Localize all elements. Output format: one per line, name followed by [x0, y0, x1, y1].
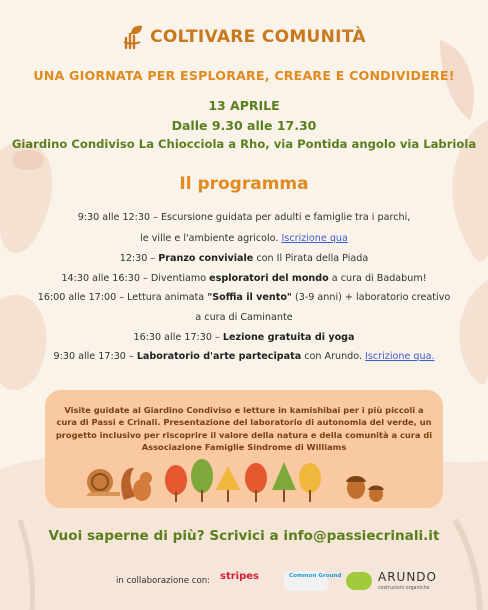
arundo-tagline: costruzioni organiche: [378, 586, 430, 591]
programme-line: 16:00 alle 17:00 – Lettura animata "Soffia il vento" (3-9 anni) + laboratorio creativo: [37, 292, 451, 303]
programme-line: 16:30 alle 17:30 – Lezione gratuita di yoga: [133, 332, 355, 343]
hand-leaf-icon: [122, 24, 144, 50]
snail-icon: [86, 469, 120, 496]
programme-line: 12:30 – Pranzo conviviale con Il Pirata della Piada: [119, 253, 369, 264]
programme-line: 14:30 alle 16:30 – Diventiamo esploratori del mondo a cura di Badabum!: [61, 273, 427, 284]
tree-icon: [165, 465, 187, 502]
programme-line: le ville e l'ambiente agricolo. Iscrizione qua: [140, 233, 348, 244]
brand-logo: [0, 24, 488, 50]
programme-line: 9:30 alle 17:30 – Laboratorio d'arte partecipata con Arundo. Iscrizione qua.: [53, 351, 435, 362]
tree-icon: [272, 462, 296, 502]
tree-icon: [191, 459, 213, 502]
collab-label: in collaborazione con:: [116, 576, 211, 586]
acorn-icon: [346, 476, 384, 502]
tree-icon: [216, 466, 240, 502]
signup-link[interactable]: Iscrizione qua.: [365, 351, 435, 362]
event-place: Giardino Condiviso La Chiocciola a Rho, via Pontida angolo via Labriola: [11, 137, 477, 151]
programme-line: 9:30 alle 12:30 – Escursione guidata per adulti e famiglie tra i parchi,: [77, 212, 411, 223]
programme-line: a cura di Caminante: [195, 312, 293, 323]
arundo-logo: ARUNDO: [378, 570, 437, 584]
event-date: 13 APRILE: [208, 98, 280, 113]
stripes-logo: stripes: [220, 571, 259, 582]
signup-link[interactable]: Iscrizione qua: [281, 233, 348, 244]
squirrel-icon: [121, 468, 152, 501]
programme-title: Il programma: [179, 174, 309, 194]
brand-title: COLTIVARE COMUNITÀ: [150, 27, 366, 47]
event-time: Dalle 9.30 alle 17.30: [171, 118, 317, 133]
tree-icon: [245, 463, 267, 502]
common-ground-text: Common Ground: [289, 573, 342, 579]
tree-icon: [299, 463, 321, 502]
badabum-logo: [346, 572, 372, 590]
contact-line: Vuoi saperne di più? Scrivici a info@passiecrinali.it: [48, 528, 440, 544]
nature-illustration: [84, 456, 404, 506]
info-box-text: Visite guidate al Giardino Condiviso e letture in kamishibai per i più piccoli a cura di Passi e Crinali. Presentazione del laboratorio di autonomia del verde, un progetto inclusivo per riscoprire il valore della natura e della comunità a cura di Associazione Famiglie Sindrome di Williams: [55, 405, 433, 453]
event-subtitle: UNA GIORNATA PER ESPLORARE, CREARE E CONDIVIDERE!: [33, 68, 455, 83]
